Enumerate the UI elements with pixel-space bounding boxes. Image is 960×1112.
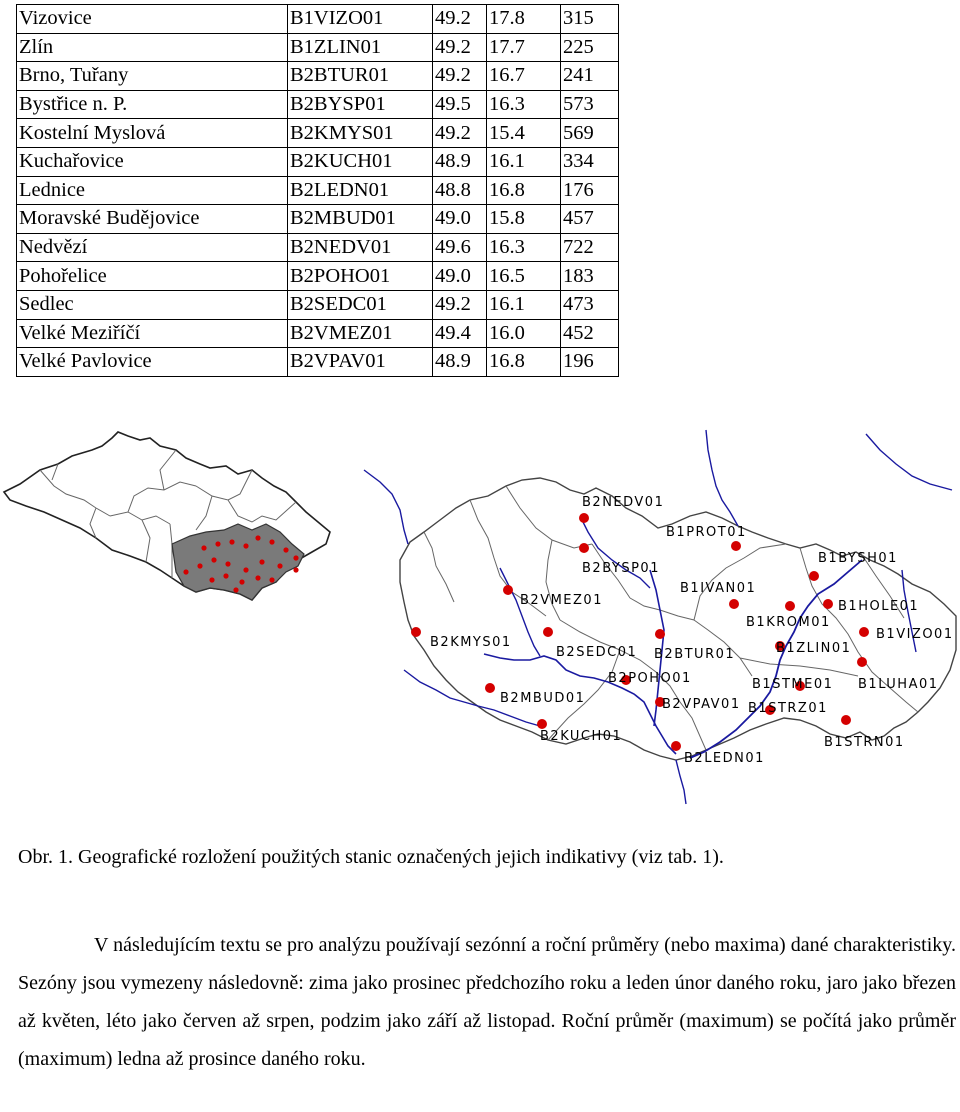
station-name-cell: Moravské Budějovice [17,205,288,234]
station-maps [0,420,960,820]
station-dot [785,601,795,611]
longitude-cell: 16.5 [487,262,561,291]
station-dot [543,627,553,637]
station-name-cell: Zlín [17,33,288,62]
inset-station-dot [229,539,234,544]
station-label: B1ZLIN01 [776,641,852,656]
altitude-cell: 722 [561,233,619,262]
longitude-cell: 16.8 [487,348,561,377]
latitude-cell: 49.0 [433,262,487,291]
table-row [17,5,619,34]
station-label: B1STRN01 [824,735,905,750]
inset-station-dot [277,563,282,568]
table-row [17,62,619,91]
inset-station-dot [233,587,238,592]
inset-station-dot [243,543,248,548]
station-code-cell: B2VPAV01 [288,348,433,377]
longitude-cell: 17.8 [487,5,561,34]
station-code-cell: B2KMYS01 [288,119,433,148]
station-label: B2VMEZ01 [520,593,603,608]
latitude-cell: 49.4 [433,319,487,348]
station-name-cell: Nedvězí [17,233,288,262]
inset-station-dot [243,567,248,572]
station-dot [841,715,851,725]
altitude-cell: 315 [561,5,619,34]
station-label: B1STRZ01 [748,701,828,716]
inset-station-dot [283,547,288,552]
longitude-cell: 15.4 [487,119,561,148]
latitude-cell: 49.2 [433,290,487,319]
station-label: B1HOLE01 [838,599,920,614]
station-name-cell: Bystřice n. P. [17,90,288,119]
altitude-cell: 196 [561,348,619,377]
station-dot [411,627,421,637]
longitude-cell: 16.3 [487,233,561,262]
station-name-cell: Lednice [17,176,288,205]
latitude-cell: 49.6 [433,233,487,262]
longitude-cell: 15.8 [487,205,561,234]
station-dot [731,541,741,551]
altitude-cell: 452 [561,319,619,348]
altitude-cell: 176 [561,176,619,205]
station-label: B2LEDN01 [684,751,765,766]
altitude-cell: 334 [561,147,619,176]
station-name-cell: Velké Meziříčí [17,319,288,348]
altitude-cell: 457 [561,205,619,234]
inset-station-dot [255,535,260,540]
river-svratka [580,516,650,588]
station-code-cell: B2MBUD01 [288,205,433,234]
stations-table [16,4,619,377]
altitude-cell: 241 [561,62,619,91]
latitude-cell: 49.2 [433,62,487,91]
longitude-cell: 16.1 [487,147,561,176]
latitude-cell: 48.9 [433,348,487,377]
inset-station-dot [225,561,230,566]
longitude-cell: 16.0 [487,319,561,348]
station-label: B2NEDV01 [582,495,665,510]
station-dot [503,585,513,595]
station-code-cell: B2BYSP01 [288,90,433,119]
inset-station-dot [211,557,216,562]
region-outline [400,478,956,760]
station-code-cell: B1VIZO01 [288,5,433,34]
station-label: B2SEDC01 [556,645,638,660]
altitude-cell: 225 [561,33,619,62]
latitude-cell: 49.2 [433,119,487,148]
inset-station-dot [239,579,244,584]
longitude-cell: 17.7 [487,33,561,62]
station-code-cell: B2LEDN01 [288,176,433,205]
latitude-cell: 48.8 [433,176,487,205]
station-code-cell: B2NEDV01 [288,233,433,262]
station-label: B1KROM01 [746,615,831,630]
moravia-detail-map [364,430,956,804]
longitude-cell: 16.7 [487,62,561,91]
table-row [17,176,619,205]
river-upper-right [866,434,952,490]
table-row [17,348,619,377]
station-code-cell: B2POHO01 [288,262,433,291]
altitude-cell: 473 [561,290,619,319]
river-south [676,760,686,804]
station-code-cell: B2VMEZ01 [288,319,433,348]
station-dot [671,741,681,751]
station-dot [859,627,869,637]
inset-station-dot [259,559,264,564]
station-name-cell: Sedlec [17,290,288,319]
inset-station-dot [293,555,298,560]
inset-station-dot [215,541,220,546]
station-code-cell: B2SEDC01 [288,290,433,319]
inset-station-dot [183,569,188,574]
river-upper [706,430,738,526]
altitude-cell: 569 [561,119,619,148]
station-label: B2KUCH01 [540,729,623,744]
station-label: B1VIZO01 [876,627,954,642]
latitude-cell: 49.5 [433,90,487,119]
station-dot [857,657,867,667]
station-label: B1IVAN01 [680,581,757,596]
table-row [17,319,619,348]
altitude-cell: 573 [561,90,619,119]
station-dot [729,599,739,609]
station-dot [823,599,833,609]
inset-station-dot [201,545,206,550]
longitude-cell: 16.3 [487,90,561,119]
station-name-cell: Kuchařovice [17,147,288,176]
inset-station-dot [197,563,202,568]
latitude-cell: 49.2 [433,5,487,34]
station-dot [809,571,819,581]
altitude-cell: 183 [561,262,619,291]
table-row [17,119,619,148]
station-label: B2BYSP01 [582,561,660,576]
station-label: B2MBUD01 [500,691,586,706]
station-label: B1STME01 [752,677,834,692]
inset-station-dot [223,573,228,578]
table-row [17,33,619,62]
inset-station-dot [209,577,214,582]
table-row [17,262,619,291]
station-labels [430,495,954,766]
station-code-cell: B2KUCH01 [288,147,433,176]
station-name-cell: Kostelní Myslová [17,119,288,148]
stations-table-body [17,5,619,377]
station-dot [537,719,547,729]
inset-station-dot [269,539,274,544]
table-row [17,90,619,119]
station-code-cell: B1ZLIN01 [288,33,433,62]
latitude-cell: 49.0 [433,205,487,234]
station-name-cell: Pohořelice [17,262,288,291]
inset-station-dot [269,577,274,582]
latitude-cell: 48.9 [433,147,487,176]
station-label: B1PROT01 [666,525,747,540]
station-code-cell: B2BTUR01 [288,62,433,91]
station-label: B1LUHA01 [858,677,939,692]
station-label: B2VPAV01 [662,697,741,712]
station-dot [579,513,589,523]
latitude-cell: 49.2 [433,33,487,62]
station-dot [579,543,589,553]
station-label: B2KMYS01 [430,635,512,650]
station-label: B2BTUR01 [654,647,736,662]
station-dot [485,683,495,693]
station-name-cell: Vizovice [17,5,288,34]
czech-inset-map [4,432,330,600]
table-row [17,147,619,176]
table-row [17,290,619,319]
longitude-cell: 16.8 [487,176,561,205]
body-paragraph: V následujícím textu se pro analýzu používají sezónní a roční průměry (nebo maxima) dané charakteristiky. Sezóny jsou vymezeny následovně: zima jako prosinec předchozího roku a leden únor daného roku, jaro jako březen až květen, léto jako červen až srpen, podzim jako září až listopad. Roční průměr (maximum) se počítá jako průměr (maximum) ledna až prosince daného roku. [18,934,956,1070]
table-row [17,205,619,234]
longitude-cell: 16.1 [487,290,561,319]
station-dot [655,629,665,639]
station-label: B2POHO01 [608,671,692,686]
station-label: B1BYSH01 [818,551,898,566]
figure-caption: Obr. 1. Geografické rozložení použitých stanic označených jejich indikativy (viz tab. 1). [18,846,724,868]
inset-station-dot [255,575,260,580]
station-name-cell: Velké Pavlovice [17,348,288,377]
table-row [17,233,619,262]
river-upper-left [364,470,408,544]
inset-station-dot [293,567,298,572]
station-name-cell: Brno, Tuřany [17,62,288,91]
